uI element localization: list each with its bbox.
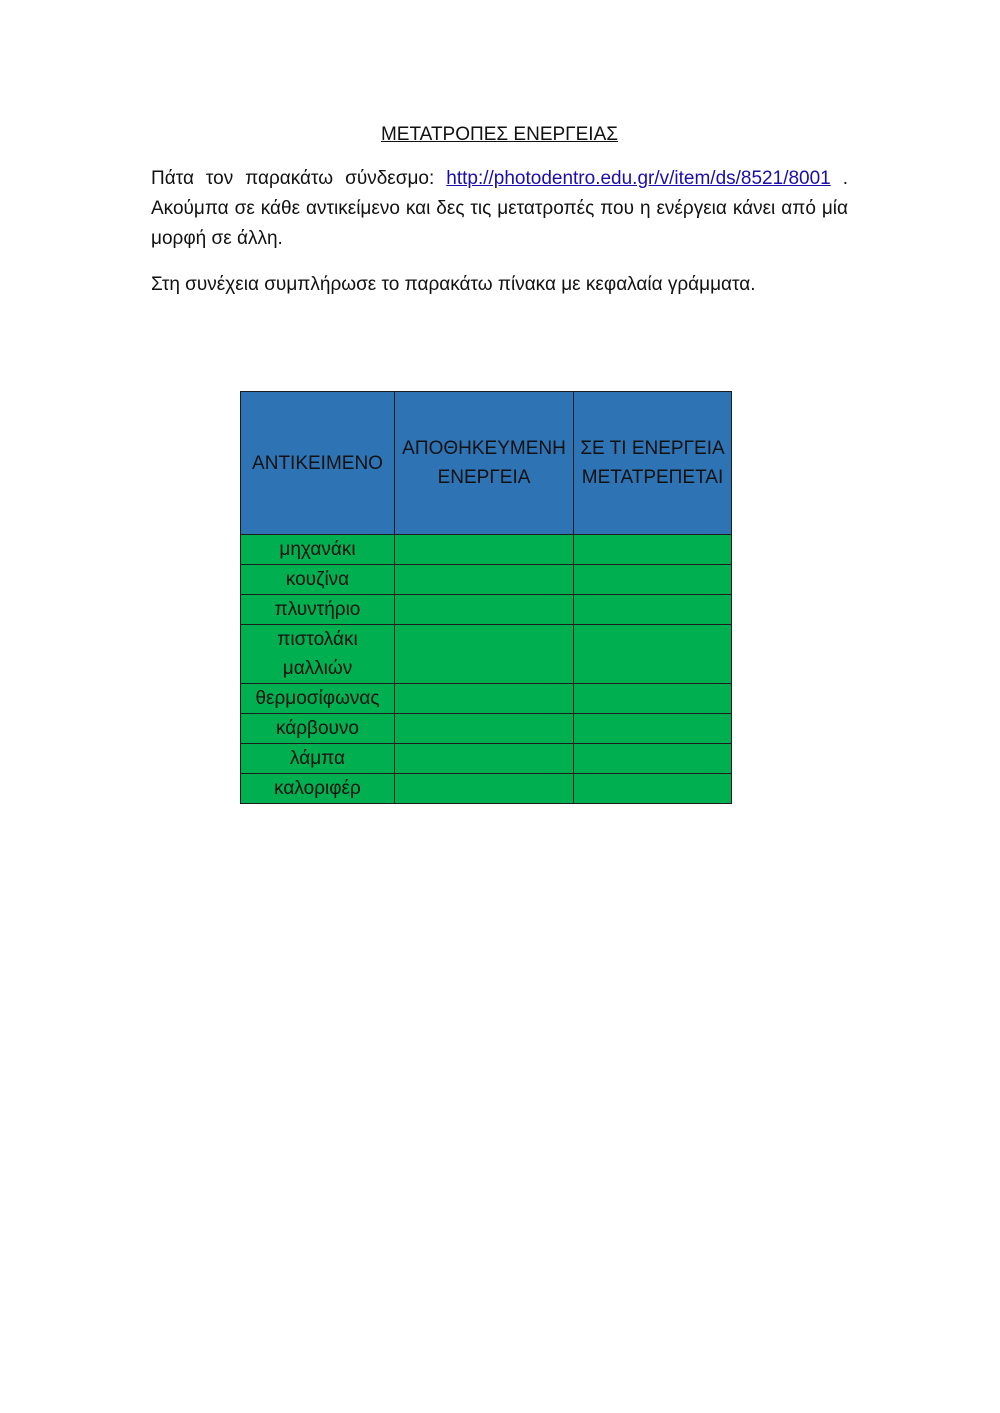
table-row <box>241 625 732 684</box>
stored-energy-cell[interactable] <box>395 744 574 774</box>
object-cell: κουζίνα <box>241 565 395 595</box>
table-row <box>241 774 732 804</box>
stored-energy-cell[interactable] <box>395 774 574 804</box>
object-cell: κάρβουνο <box>241 714 395 744</box>
header-object: ΑΝΤΙΚΕΙΜΕΝΟ <box>241 392 395 535</box>
object-cell: καλοριφέρ <box>241 774 395 804</box>
table-header-row <box>241 392 732 535</box>
stored-energy-cell[interactable] <box>395 714 574 744</box>
stored-energy-cell[interactable] <box>395 565 574 595</box>
energy-table <box>240 391 732 804</box>
object-cell: μηχανάκι <box>241 535 395 565</box>
document-body <box>151 120 848 300</box>
stored-energy-cell[interactable] <box>395 684 574 714</box>
converted-energy-cell[interactable] <box>574 565 732 595</box>
converted-energy-cell[interactable] <box>574 625 732 684</box>
converted-energy-cell[interactable] <box>574 684 732 714</box>
header-stored-energy: ΑΠΟΘΗΚΕΥΜΕΝΗ ΕΝΕΡΓΕΙΑ <box>395 392 574 535</box>
object-cell: πιστολάκι μαλλιών <box>241 625 395 684</box>
photodentro-link[interactable]: http://photodentro.edu.gr/v/item/ds/8521/8001 <box>446 168 831 189</box>
stored-energy-cell[interactable] <box>395 535 574 565</box>
converted-energy-cell[interactable] <box>574 744 732 774</box>
header-converted-energy: ΣΕ ΤΙ ΕΝΕΡΓΕΙΑ ΜΕΤΑΤΡΕΠΕΤΑΙ <box>574 392 732 535</box>
converted-energy-cell[interactable] <box>574 535 732 565</box>
converted-energy-cell[interactable] <box>574 714 732 744</box>
table-row <box>241 684 732 714</box>
stored-energy-cell[interactable] <box>395 625 574 684</box>
object-cell: λάμπα <box>241 744 395 774</box>
table-row <box>241 744 732 774</box>
table-row <box>241 595 732 625</box>
instruction-paragraph-2: Στη συνέχεια συμπλήρωσε το παρακάτω πίνακα με κεφαλαία γράμματα. <box>151 274 756 295</box>
table-row <box>241 535 732 565</box>
object-cell: θερμοσίφωνας <box>241 684 395 714</box>
instruction-paragraph <box>151 164 848 254</box>
table-row <box>241 565 732 595</box>
instruction-suffix: . Ακούμπα σε κάθε αντικείμενο και δες τις μετατροπές που η ενέργεια κάνει από μία μορφή σε άλλη. <box>151 168 849 249</box>
table-row <box>241 714 732 744</box>
converted-energy-cell[interactable] <box>574 774 732 804</box>
object-cell: πλυντήριο <box>241 595 395 625</box>
stored-energy-cell[interactable] <box>395 595 574 625</box>
page-title: ΜΕΤΑΤΡΟΠΕΣ ΕΝΕΡΓΕΙΑΣ <box>380 124 618 145</box>
converted-energy-cell[interactable] <box>574 595 732 625</box>
instruction-prefix: Πάτα τον παρακάτω σύνδεσμο: <box>151 168 447 189</box>
